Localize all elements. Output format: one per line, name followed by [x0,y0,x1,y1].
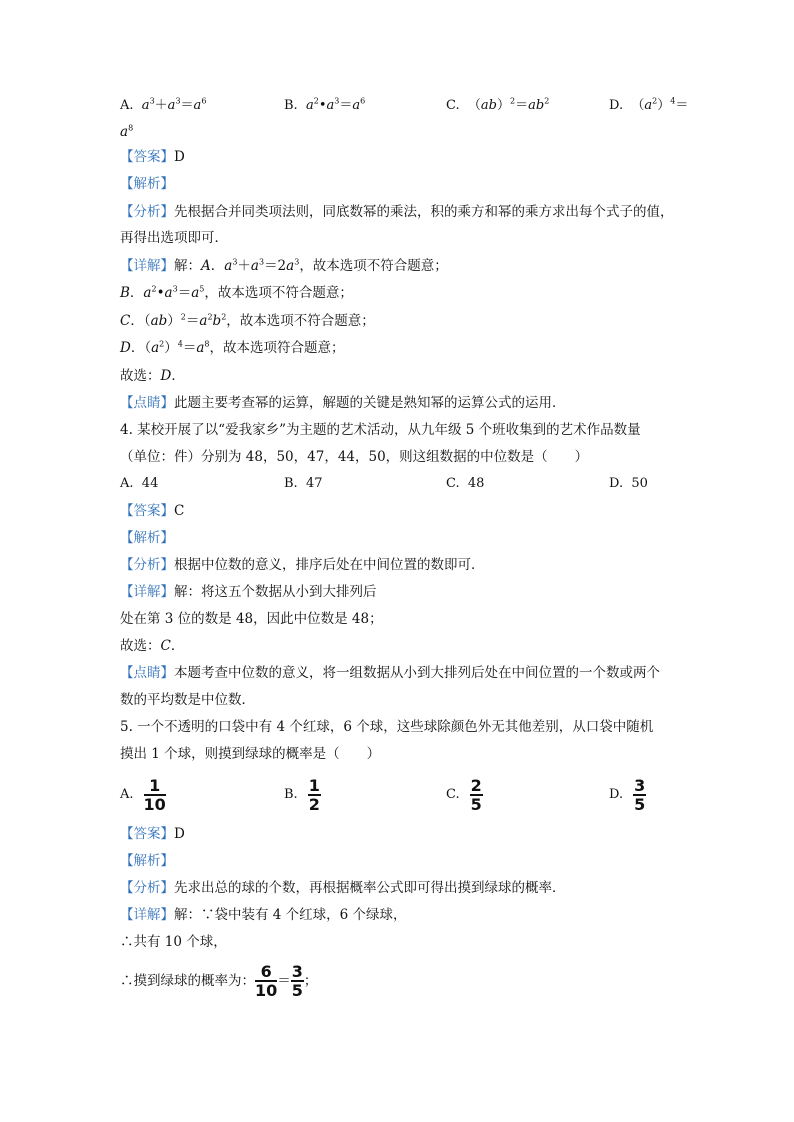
exponent: 6 [360,96,366,106]
math-text: ． [210,258,225,274]
q3-option-a-expr [142,98,207,113]
math-variable: C [120,313,131,329]
exponent: 3 [232,257,238,267]
exponent: 2 [151,284,157,294]
answer-value: C [174,503,185,519]
fraction: $\frac{1}{2}$ [308,776,320,814]
q4-choose [120,637,184,655]
fraction: $\frac{1}{10}$ [143,776,166,814]
q4-option-c: C. 48 [446,476,485,491]
math-variable: a [224,258,233,274]
math-variable: D [120,340,131,356]
q3-xiangjie-b [120,284,353,302]
math-text: ，故本选项符合题意； [209,340,345,356]
math-text: ，故本选项不符合题意； [204,285,353,301]
q5-option-c: C. $\frac{2}{5}$ [446,776,482,814]
answer-tag: 【答案】 [120,149,174,165]
math-text: ，故本选项不符合题意； [299,258,448,274]
q3-option-a: A. $a^3+a^3=a^6$ [120,96,207,113]
fenxi-tag: 【分析】 [120,557,174,573]
answer-value: D [174,149,185,165]
math-variable: a [120,124,129,140]
q4-option-b: B. 47 [284,476,323,491]
exponent: 2 [159,339,165,349]
fraction: $\frac{3}{5}$ [634,776,646,814]
q3-option-d-expr [631,98,688,113]
math-variable: a [196,340,205,356]
q3-answer-row [120,148,185,166]
q4-dianjing-cont: 数的平均数是中位数． [120,692,255,708]
math-variable: A [201,258,211,274]
xiangjie-tag: 【详解】 [120,584,174,600]
q4-option-a: A. 44 [120,476,159,491]
q4-answer-row [120,502,184,520]
q5-xiangjie-cont: ∴共有 10 个球， [120,934,227,950]
math-variable: a [164,285,173,301]
math-variable: a [193,98,202,113]
q4-option-d: D. 50 [609,476,648,491]
q5-fenxi: 【分析】先求出总的球的个数，再根据概率公式即可得出摸到绿球的概率． [120,880,566,896]
exponent: 2 [544,96,550,106]
math-text: ＝ [339,98,353,113]
math-text: ． [129,285,144,301]
answer-tag: 【答案】 [120,503,174,519]
fenxi-tag: 【分析】 [120,204,174,220]
q3-option-c: C. $(ab)^2=ab^2$ [446,96,550,113]
math-variable: ab [150,313,168,329]
math-variable: a [326,98,335,113]
math-variable: a [141,98,150,113]
math-text: • [156,285,165,301]
math-text: ） [496,98,510,113]
q4-stem-line1: 4. 某校开展了以“爱我家乡”为主题的艺术活动，从九年级 5 个班收集到的艺术作品数量 [120,422,641,438]
math-text: ） [657,98,671,113]
exponent: 2 [207,312,213,322]
math-variable: D [160,368,172,384]
exponent: 2 [510,96,516,106]
q5-result: ∴摸到绿球的概率为： $\frac{6}{10}$ ＝ $\frac{3}{5}$ ； [120,962,318,1000]
exponent: 3 [294,257,300,267]
q3-option-b: B. $a^2•a^3=a^6$ [284,96,366,113]
math-variable: a [191,285,200,301]
q4-fenxi: 【分析】根据中位数的意义，排序后处在中间位置的数即可． [120,557,485,573]
answer-value: D [174,826,185,842]
math-variable: a [352,98,361,113]
q3-option-c-expr [468,98,549,113]
exponent: 4 [177,339,183,349]
math-text: （ [467,98,481,113]
answer-tag: 【答案】 [120,826,174,842]
q3-option-d: D. $(a^2)^4=$ [609,96,689,113]
fenxi-tag: 【分析】 [120,880,174,896]
q5-xiangjie: 【详解】解：∵袋中装有 4 个红球，6 个绿球， [120,907,407,923]
math-text: ．（ [130,313,151,329]
xiangjie-tag: 【详解】 [120,907,174,923]
math-text: 解： [174,258,201,274]
math-text: ） [167,313,181,329]
q4-stem-line2: （单位：件）分别为 48，50，47，44，50，则这组数据的中位数是（ ） [120,449,589,465]
dianjing-tag: 【点睛】 [120,665,174,681]
exponent: 3 [334,96,340,106]
q3-xiangjie-c [120,312,375,330]
exponent: 2 [313,96,319,106]
math-text: ＝ [180,98,194,113]
math-variable: b [212,313,222,329]
fraction: $\frac{6}{10}$ [255,962,278,1000]
exponent: 2 [180,312,186,322]
q5-option-a: A. $\frac{1}{10}$ [120,776,166,814]
fraction: $\frac{3}{5}$ [291,962,303,1000]
exponent: 2 [221,312,227,322]
q4-dianjing: 【点睛】本题考查中位数的意义，将一组数据从小到大排列后处在中间位置的一个数或两个 [120,665,660,681]
q5-option-d: D. $\frac{3}{5}$ [609,776,646,814]
analysis-tag: 【解析】 [120,176,174,192]
analysis-tag: 【解析】 [120,530,174,546]
math-text: ＝ [182,340,197,356]
math-variable: a [167,98,176,113]
q5-stem-line1: 5. 一个不透明的口袋中有 4 个红球，6 个球，这些球除颜色外无其他差别，从口袋中随机 [120,719,654,735]
q5-answer-row [120,825,185,843]
math-variable: a [305,98,314,113]
exponent: 4 [670,96,676,106]
q4-xiangjie-cont: 处在第 3 位的数是 48，因此中位数是 48； [120,611,383,627]
exponent: 2 [652,96,658,106]
q3-fenxi-cont: 再得出选项即可． [120,230,228,246]
q3-xiangjie-d [120,339,344,357]
math-text: 故选： [120,638,161,654]
math-text: ＝ [177,285,192,301]
q3-xiangjie-a [120,257,448,275]
q3-option-d-wrap [120,123,133,141]
math-text: ． [170,638,185,654]
math-variable: a [644,98,653,113]
math-text: ＝ [515,98,529,113]
q5-option-b: B. $\frac{1}{2}$ [284,776,320,814]
xiangjie-tag: 【详解】 [120,258,174,274]
exponent: 8 [204,339,210,349]
math-variable: ab [480,98,497,113]
q5-stem-line2: 摸出 1 个球，则摸到绿球的概率是（ ） [120,746,381,762]
exponent: 8 [128,123,134,133]
math-variable: a [143,285,152,301]
math-text: （ [631,98,645,113]
q3-dianjing: 【点睛】此题主要考查幂的运算，解题的关键是熟知幂的运算公式的运用． [120,395,566,411]
math-text: ＝2 [264,258,287,274]
math-variable: a [250,258,259,274]
q3-fenxi: 【分析】先根据合并同类项法则，同底数幂的乘法，积的乘方和幂的乘方求出每个式子的值， [120,204,674,220]
exponent: 3 [258,257,265,267]
math-variable: a [199,313,208,329]
exponent: 3 [149,96,155,106]
math-text: • [318,98,327,113]
exponent: 5 [199,284,205,294]
analysis-tag: 【解析】 [120,853,174,869]
math-text: ＋ [237,258,251,274]
math-text: ＝ [675,98,689,113]
math-variable: ab [528,98,545,113]
math-text: ＋ [154,98,168,113]
math-variable: a [286,258,295,274]
exponent: 3 [175,96,181,106]
exponent: 6 [201,96,207,106]
math-variable: B [120,285,130,301]
dianjing-tag: 【点睛】 [120,395,174,411]
math-text: ． [171,368,185,384]
math-text: ＝ [185,313,200,329]
fraction: $\frac{2}{5}$ [470,776,482,814]
math-text: ） [164,340,178,356]
math-text: 故选： [120,368,161,384]
exponent: 3 [172,284,178,294]
math-text: ，故本选项不符合题意； [226,313,375,329]
math-text: ．（ [130,340,152,356]
q3-option-b-expr [306,98,365,113]
q3-choose [120,367,185,385]
q4-xiangjie: 【详解】解：将这五个数据从小到大排列后 [120,584,377,600]
math-variable: a [151,340,160,356]
math-variable: C [160,638,171,654]
